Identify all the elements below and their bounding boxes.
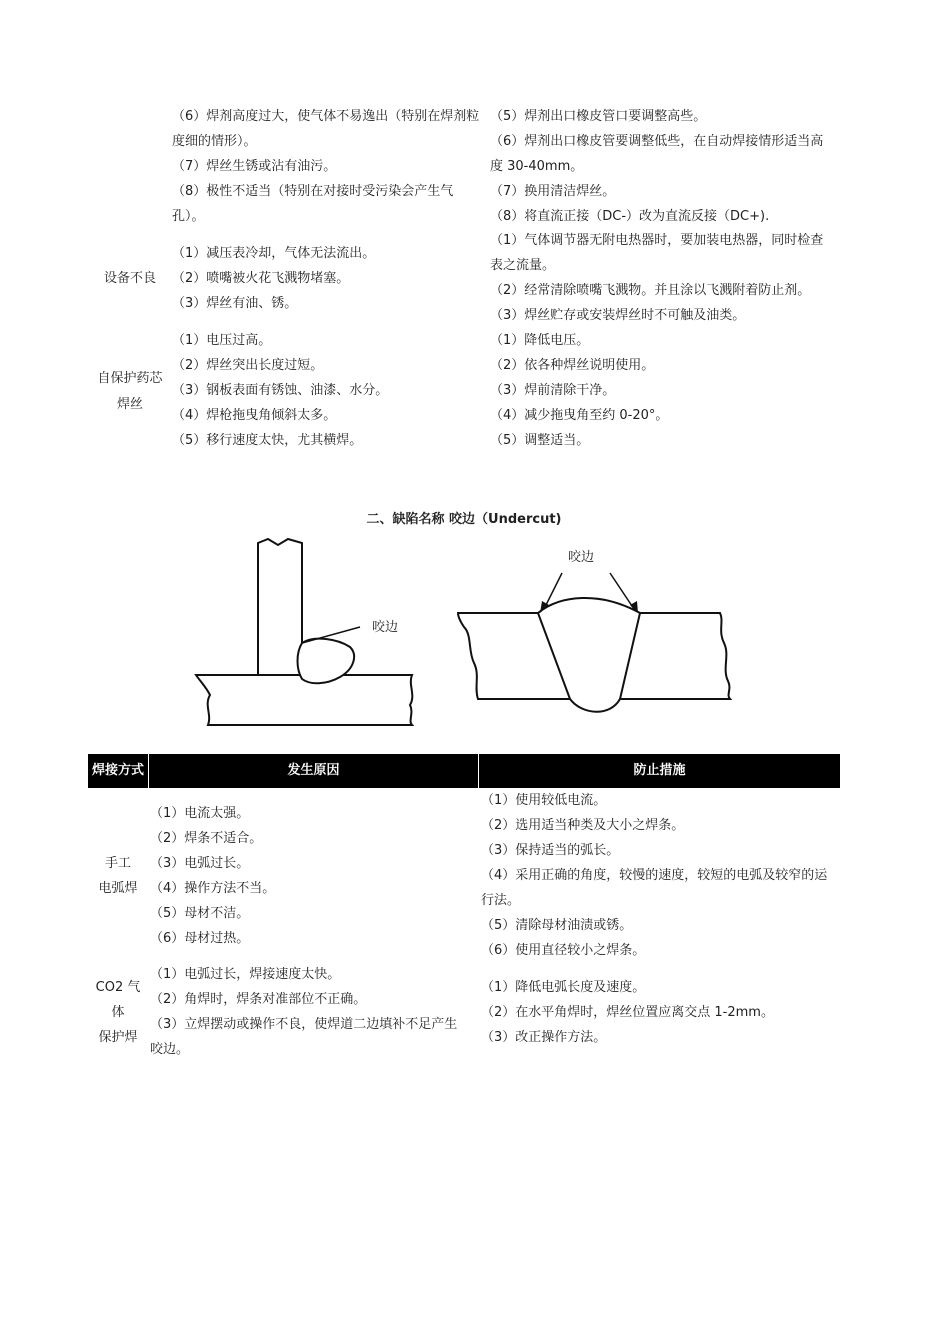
prevention-line: （6）使用直径较小之焊条。 — [481, 943, 646, 958]
prevention-line: （3）焊前清除干净。 — [490, 383, 616, 398]
cause-line: （5）母材不洁。 — [150, 906, 250, 921]
cause-line: （6）母材过热。 — [150, 931, 250, 946]
prevention-line: （7）换用清洁焊丝。 — [490, 184, 616, 199]
header-cause: 发生原因 — [149, 754, 478, 788]
cause-line: （1）电压过高。 — [172, 333, 272, 348]
prevention-line: （5）清除母材油渍或锈。 — [481, 918, 633, 933]
cause-line: （4）焊枪拖曳角倾斜太多。 — [172, 408, 337, 423]
cause-line: （1）电弧过长，焊接速度太快。 — [150, 967, 341, 982]
undercut-label-right: 咬边 — [568, 550, 595, 565]
prevention-line: （2）选用适当种类及大小之焊条。 — [481, 818, 685, 833]
method-label: 体 — [111, 1005, 125, 1020]
prevention-line: （2）依各种焊丝说明使用。 — [490, 358, 655, 373]
cause-line: （3）钢板表面有锈蚀、油漆、水分。 — [172, 383, 389, 398]
butt-weld-undercut-diagram — [450, 565, 740, 720]
cause-line: （2）焊丝突出长度过短。 — [172, 358, 324, 373]
prevention-line: （1）降低电弧长度及速度。 — [481, 980, 646, 995]
cause-line: （7）焊丝生锈或沾有油污。 — [172, 159, 337, 174]
prevention-line: （1）降低电压。 — [490, 333, 590, 348]
section-title: 二、缺陷名称 咬边（Undercut) — [366, 512, 562, 527]
cause-line: （3）立焊摆动或操作不良，使焊道二边填补不足产生 — [150, 1017, 458, 1032]
method-label: 焊丝 — [116, 397, 143, 412]
cause-line: 咬边。 — [150, 1042, 190, 1057]
prevention-line: （8）将直流正接（DC-）改为直流反接（DC+). — [490, 209, 770, 224]
undercut-label-left: 咬边 — [372, 620, 399, 635]
method-label: 保护焊 — [98, 1030, 138, 1045]
prevention-line: （4）采用正确的角度，较慢的速度，较短的电弧及较窄的运 — [481, 868, 828, 883]
cause-line: （6）焊剂高度过大，使气体不易逸出（特别在焊剂粒 — [172, 109, 480, 124]
prevention-line: （3）焊丝贮存或安装焊丝时不可触及油类。 — [490, 308, 746, 323]
cause-line: （3）焊丝有油、锈。 — [172, 296, 298, 311]
prevention-line: （5）调整适当。 — [490, 433, 590, 448]
cause-line: （3）电弧过长。 — [150, 856, 250, 871]
cause-line: （1）减压表冷却，气体无法流出。 — [172, 246, 376, 261]
prevention-line: 表之流量。 — [490, 258, 556, 273]
cause-line: （8）极性不适当（特别在对接时受污染会产生气 — [172, 184, 454, 199]
header-prevention: 防止措施 — [479, 754, 840, 788]
method-label: 手工 — [104, 856, 131, 871]
prevention-line: （4）减少拖曳角至约 0-20°。 — [490, 408, 669, 423]
prevention-line: （1）气体调节器无附电热器时，要加装电热器，同时检查 — [490, 233, 824, 248]
method-label: 电弧焊 — [98, 881, 138, 896]
cause-line: （5）移行速度太快，尤其横焊。 — [172, 433, 363, 448]
prevention-line: （3）保持适当的弧长。 — [481, 843, 620, 858]
prevention-line: （1）使用较低电流。 — [481, 793, 607, 808]
prevention-line: 度 30-40mm。 — [490, 159, 584, 174]
cause-line: （4）操作方法不当。 — [150, 881, 276, 896]
prevention-line: （6）焊剂出口橡皮管要调整低些，在自动焊接情形适当高 — [490, 134, 824, 149]
prevention-line: （2）在水平角焊时，焊丝位置应离交点 1-2mm。 — [481, 1005, 774, 1020]
cause-line: 孔）。 — [172, 209, 205, 224]
method-label: 设备不良 — [103, 271, 156, 286]
cause-line: （2）角焊时，焊条对准部位不正确。 — [150, 992, 367, 1007]
cause-line: 度细的情形）。 — [172, 134, 257, 149]
cause-line: （1）电流太强。 — [150, 806, 250, 821]
header-method: 焊接方式 — [88, 754, 148, 788]
prevention-line: （2）经常清除喷嘴飞溅物。并且涂以飞溅附着防止剂。 — [490, 283, 811, 298]
method-label: CO2 气 — [95, 980, 141, 995]
cause-line: （2）焊条不适合。 — [150, 831, 263, 846]
prevention-line: 行法。 — [481, 893, 521, 908]
prevention-line: （5）焊剂出口橡皮管口要调整高些。 — [490, 109, 707, 124]
method-label: 自保护药芯 — [97, 371, 163, 386]
cause-line: （2）喷嘴被火花飞溅物堵塞。 — [172, 271, 350, 286]
prevention-line: （3）改正操作方法。 — [481, 1030, 607, 1045]
